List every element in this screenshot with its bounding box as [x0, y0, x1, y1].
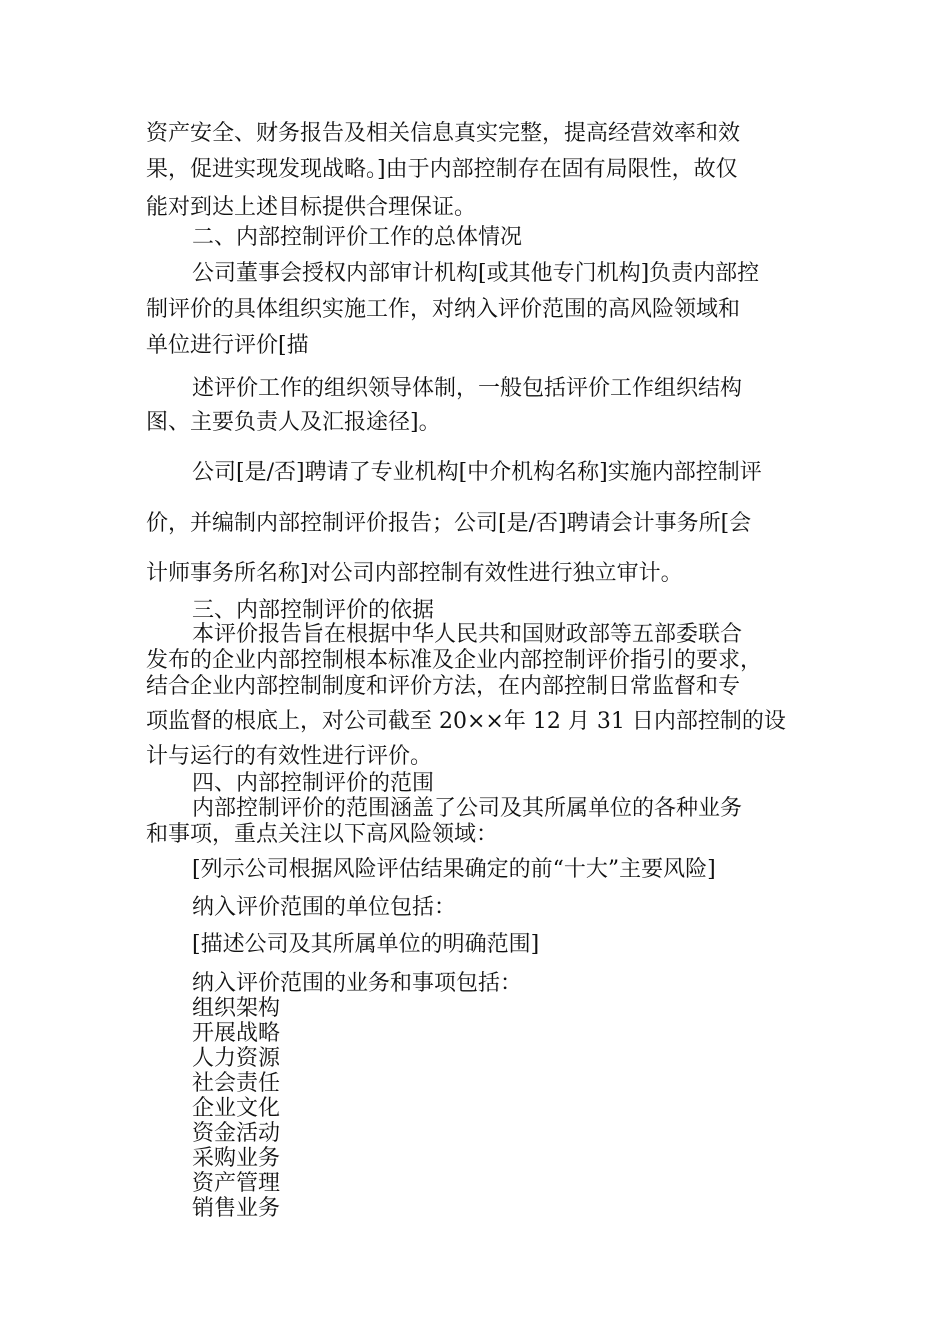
list-item: 资金活动 [192, 1121, 281, 1146]
list-item: 组织架构 [192, 996, 281, 1021]
text-line: 公司董事会授权内部审计机构[或其他专门机构]负责内部控 [192, 261, 760, 286]
list-item: 企业文化 [192, 1096, 281, 1121]
text-line: 图、主要负责人及汇报途径]。 [146, 410, 441, 435]
list-item: 资产管理 [192, 1171, 281, 1196]
text-line: 发布的企业内部控制根本标准及企业内部控制评价指引的要求， [146, 648, 763, 673]
text-line: 果，促进实现发现战略。]由于内部控制存在固有局限性，故仅 [146, 157, 738, 182]
text-line: 资产安全、财务报告及相关信息真实完整，提高经营效率和效 [146, 121, 741, 146]
text-line: [列示公司根据风险评估结果确定的前“十大”主要风险] [192, 857, 716, 882]
text-line: 价，并编制内部控制评价报告；公司[是/否]聘请会计事务所[会 [146, 511, 752, 536]
text-line: 和事项，重点关注以下高风险领域： [146, 822, 499, 847]
text-line: 计与运行的有效性进行评价。 [146, 744, 433, 769]
text-line: 项监督的根底上，对公司截至 20××年 12 月 31 日内部控制的设 [146, 709, 786, 734]
section-heading-3: 三、内部控制评价的依据 [192, 598, 435, 623]
text-line: 计师事务所名称]对公司内部控制有效性进行独立审计。 [146, 561, 683, 586]
list-item: 开展战略 [192, 1021, 281, 1046]
text-line: 纳入评价范围的业务和事项包括： [192, 971, 523, 996]
text-line: 单位进行评价[描 [146, 333, 309, 358]
text-line: 内部控制评价的范围涵盖了公司及其所属单位的各种业务 [192, 796, 743, 821]
text-line: 公司[是/否]聘请了专业机构[中介机构名称]实施内部控制评 [192, 460, 762, 485]
text-line: 结合企业内部控制制度和评价方法，在内部控制日常监督和专 [146, 674, 741, 699]
list-item: 销售业务 [192, 1196, 281, 1221]
section-heading-2: 二、内部控制评价工作的总体情况 [192, 225, 523, 250]
text-line: 纳入评价范围的单位包括： [192, 895, 457, 920]
text-line: 能对到达上述目标提供合理保证。 [146, 195, 477, 220]
text-line: 述评价工作的组织领导体制，一般包括评价工作组织结构 [192, 376, 743, 401]
list-item: 社会责任 [192, 1071, 281, 1096]
text-line: 制评价的具体组织实施工作，对纳入评价范围的高风险领域和 [146, 297, 741, 322]
list-item: 采购业务 [192, 1146, 281, 1171]
section-heading-4: 四、内部控制评价的范围 [192, 771, 435, 796]
list-item: 人力资源 [192, 1046, 281, 1071]
text-line: 本评价报告旨在根据中华人民共和国财政部等五部委联合 [192, 622, 743, 647]
text-line: [描述公司及其所属单位的明确范围] [192, 932, 540, 957]
